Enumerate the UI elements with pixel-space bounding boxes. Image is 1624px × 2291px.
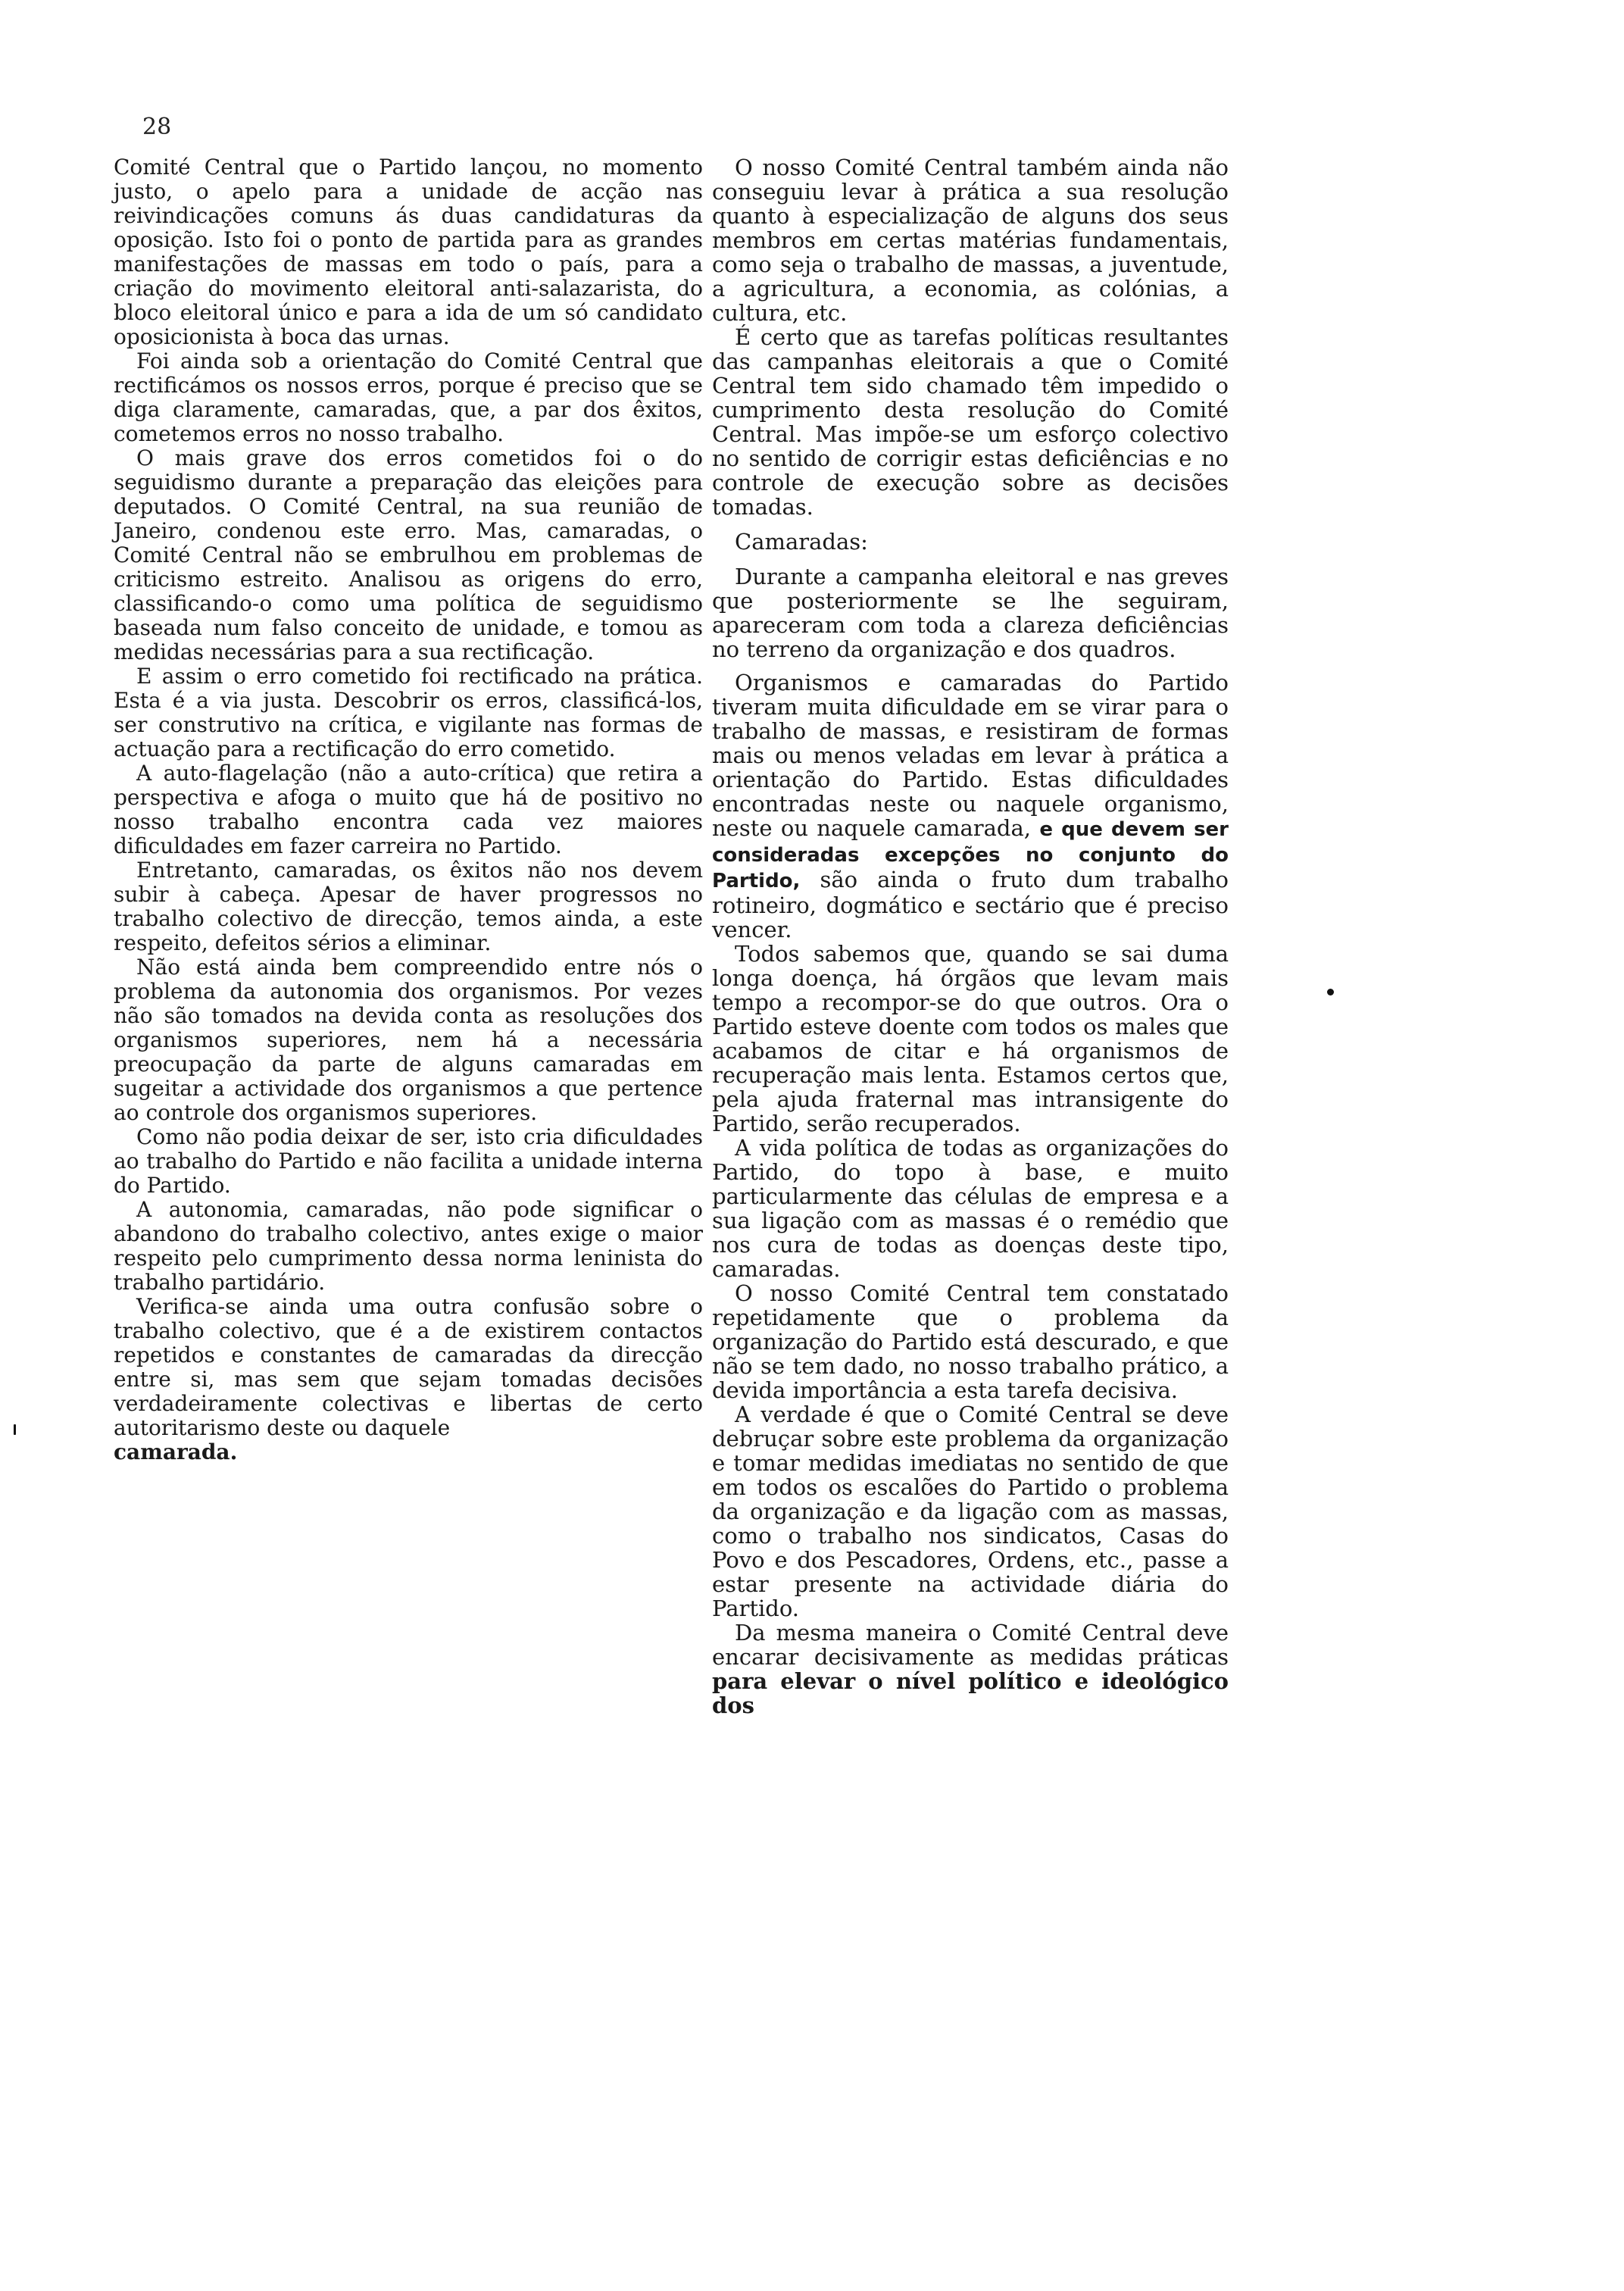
ink-speck <box>14 1424 16 1435</box>
paragraph: Durante a campanha eleitoral e nas greves que posteriormente se lhe seguiram, apareceram com toda a clareza deficiências no terreno da organização e dos quadros. <box>712 564 1229 662</box>
paragraph: Comité Central que o Partido lançou, no momento justo, o apelo para a unidade de acção nas reivindicações comuns ás duas candidaturas da oposição. Isto foi o ponto de partida para as grandes manifestações de massas em todo o país, para a criação do movimento eleitoral anti-salazarista, do bloco eleitoral único e para a ida de um só candidato oposicionista à boca das urnas. <box>114 155 703 349</box>
left-column <box>114 155 703 1464</box>
paragraph: Não está ainda bem compreendido entre nós o problema da autonomia dos organismos. Por vezes não são tomados na devida conta as resoluções dos organismos superiores, nem há a necessária preocupação da parte de alguns camaradas em sugeitar a actividade dos organismos a que pertence ao controle dos organismos superiores. <box>114 955 703 1125</box>
paragraph: E assim o erro cometido foi rectificado na prática. Esta é a via justa. Descobrir os erros, classificá-los, ser construtivo na crítica, e vigilante nas formas de actuação para a rectificação do erro cometido. <box>114 664 703 761</box>
emphasis-text: para elevar o nível político e ideológico dos <box>712 1668 1229 1718</box>
paragraph: A verdade é que o Comité Central se deve debruçar sobre este problema da organização e tomar medidas imediatas no sentido de que em todos os escalões do Partido o problema da organização e da ligação com as massas, como o trabalho nos sindicatos, Casas do Povo e dos Pescadores, Ordens, etc., passe a estar presente na actividade diária do Partido. <box>712 1402 1229 1621</box>
paragraph-end <box>114 1440 703 1464</box>
paragraph-with-emphasis <box>712 1621 1229 1717</box>
paragraph: Verifica-se ainda uma outra confusão sobre o trabalho colectivo, que é a de existirem contactos repetidos e constantes de camaradas da direcção entre si, mas sem que sejam tomadas decisões verdadeiramente colectivas e libertas de certo autoritarismo deste ou daquele <box>114 1294 703 1440</box>
paragraph: Foi ainda sob a orientação do Comité Central que rectificámos os nossos erros, porque é preciso que se diga claramente, camaradas, que, a par dos êxitos, cometemos erros no nosso trabalho. <box>114 348 703 446</box>
paragraph: A auto-flagelação (não a auto-crítica) que retira a perspectiva e afoga o muito que há de positivo no nosso trabalho encontra cada vez maiores dificuldades em fazer carreira no Partido. <box>114 761 703 858</box>
paragraph: Todos sabemos que, quando se sai duma longa doença, há órgãos que levam mais tempo a recompor-se do que outros. Ora o Partido esteve doente com todos os males que acabamos de citar e há organismos de recuperação mais lenta. Estamos certos que, pela ajuda fraternal mas intransigente do Partido, serão recuperados. <box>712 941 1229 1136</box>
salutation: Camaradas: <box>735 529 868 555</box>
ink-speck <box>1327 989 1334 995</box>
paragraph: Entretanto, camaradas, os êxitos não nos devem subir à cabeça. Apesar de haver progressos no trabalho colectivo de direcção, temos ainda, a este respeito, defeitos sérios a eliminar. <box>114 858 703 955</box>
last-word: camarada. <box>114 1439 238 1464</box>
paragraph: A vida política de todas as organizações do Partido, do topo à base, e muito particularmente das células de empresa e a sua ligação com as massas é o remédio que nos cura de todas as doenças deste tipo, camaradas. <box>712 1135 1229 1282</box>
paragraph: Como não podia deixar de ser, isto cria dificuldades ao trabalho do Partido e não facilita a unidade interna do Partido. <box>114 1124 703 1198</box>
paragraph: O mais grave dos erros cometidos foi o do seguidismo durante a preparação das eleições para deputados. O Comité Central, na sua reunião de Janeiro, condenou este erro. Mas, camaradas, o Comité Central não se embrulhou em problemas de criticismo estreito. Analisou as origens do erro, classificando-o como uma política de seguidismo baseada num falso conceito de unidade, e tomou as medidas necessárias para a sua rectificação. <box>114 445 703 664</box>
paragraph: É certo que as tarefas políticas resultantes das campanhas eleitorais a que o Comité Central tem sido chamado têm impedido o cumprimento desta resolução do Comité Central. Mas impõe-se um esforço colectivo no sentido de corrigir estas deficiências e no controle de execução sobre as decisões tomadas. <box>712 324 1229 520</box>
paragraph: O nosso Comité Central tem constatado repetidamente que o problema da organização do Partido está descurado, e que não se tem dado, no nosso trabalho prático, a devida importância a esta tarefa decisiva. <box>712 1280 1229 1403</box>
paragraph: O nosso Comité Central também ainda não conseguiu levar à prática a sua resolução quanto à especialização de alguns dos seus membros em certas matérias fundamentais, como seja o trabalho de massas, a juventude, a agricultura, a economia, as colónias, a cultura, etc. <box>712 155 1229 326</box>
paragraph: A autonomia, camaradas, não pode significar o abandono do trabalho colectivo, antes exige o maior respeito pelo cumprimento dessa norma leninista do trabalho partidário. <box>114 1197 703 1295</box>
paragraph-with-emphasis <box>712 670 1229 942</box>
text-span: Organismos e camaradas do Partido tiveram muita dificuldade em se virar para o trabalho de massas, e resistiram de formas mais ou menos veladas em levar à prática a orientação do Partido. Estas dificuldades encontradas neste ou naquele organismo, neste ou naquele camarada, <box>712 670 1229 841</box>
text-span: Da mesma maneira o Comité Central deve encarar decisivamente as medidas práticas <box>712 1620 1229 1670</box>
right-column <box>712 155 1229 1717</box>
text-span: são ainda o fruto dum trabalho rotineiro, dogmático e sectário que é preciso vencer. <box>712 867 1229 942</box>
page-number: 28 <box>142 114 172 140</box>
emphasis-text: e que devem ser consideradas excepções no conjunto do Partido, <box>712 818 1229 892</box>
